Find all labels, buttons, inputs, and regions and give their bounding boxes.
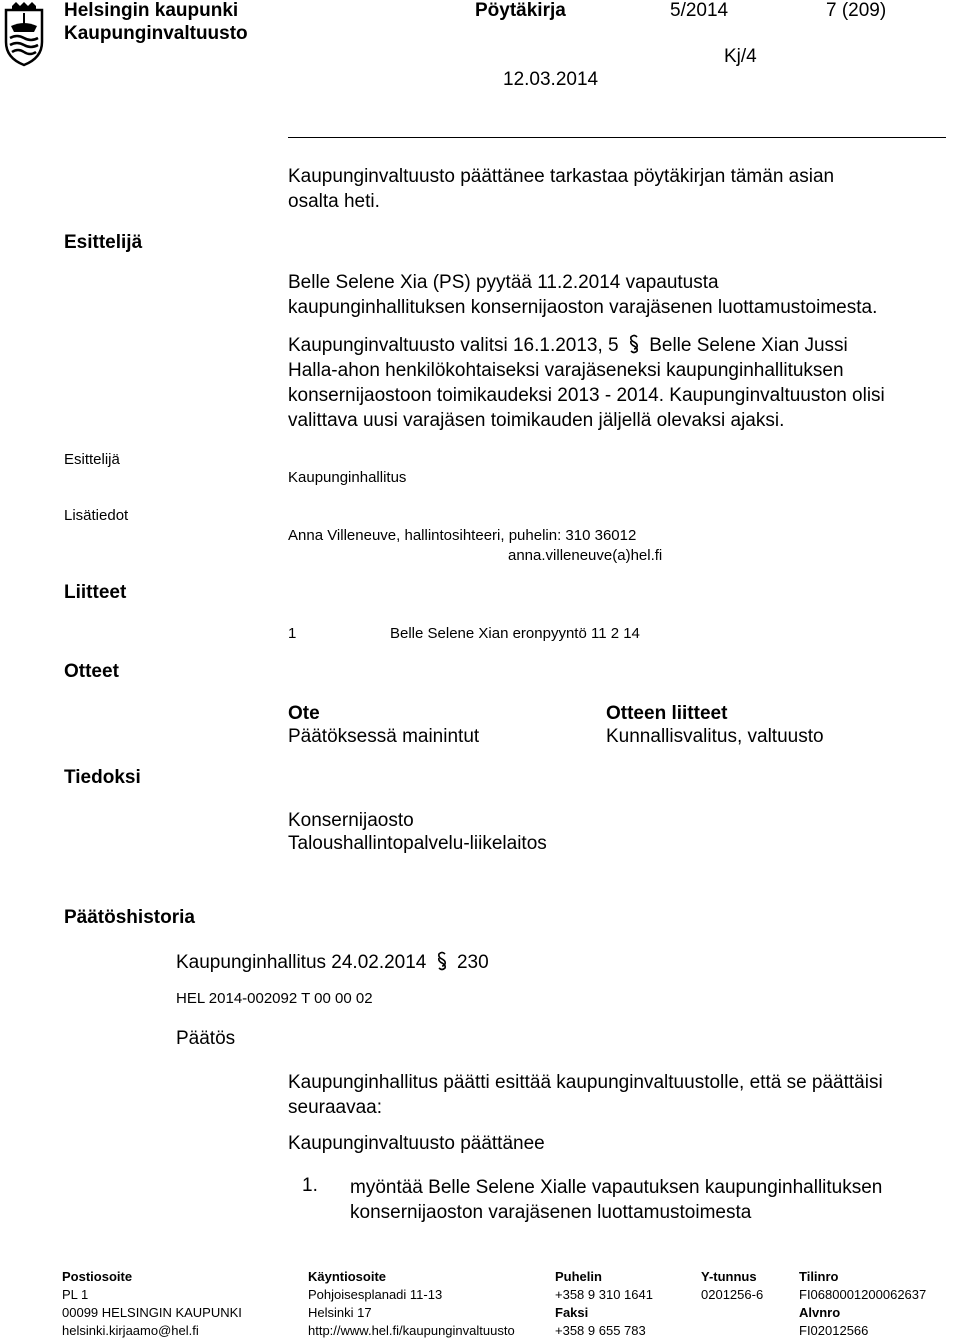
decision-item-line-1: myöntää Belle Selene Xialle vapautuksen kaupunginhallituksen [350,1177,883,1198]
decision-item-line-2: konsernijaoston varajäsenen luottamustoimesta [350,1202,752,1223]
for-info-label: Tiedoksi [64,767,141,788]
footer-postal-line2: 00099 HELSINGIN KAUPUNKI [62,1305,242,1320]
footer-ytunnus [701,1268,763,1304]
footer-visit-heading: Käyntiosoite [308,1269,387,1284]
for-info-line-1: Konsernijaosto [288,810,414,831]
history-reference: HEL 2014-002092 T 00 00 02 [176,990,373,1007]
decision-item-number: 1. [302,1175,318,1196]
intro-line-2: osalta heti. [288,191,380,212]
header-divider [288,137,946,138]
presenter-heading: Esittelijä [64,232,143,253]
details-info-email: anna.villeneuve(a)hel.fi [508,547,663,564]
history-entry [176,950,489,974]
footer-phone-number: +358 9 310 1641 [555,1287,653,1302]
presenter-para2-line1-b: Belle Selene Xian Jussi [649,335,848,356]
extract-col2-value: Kunnallisvalitus, valtuusto [606,726,824,747]
details-presenter-value: Kaupunginhallitus [288,469,407,486]
details-info-label: Lisätiedot [64,507,129,524]
footer-phone [555,1268,653,1340]
footer-vat-heading: Alvnro [799,1305,841,1320]
header-issue: 5/2014 [670,0,729,21]
extract-col2-heading: Otteen liitteet [606,703,728,724]
footer-fax-number: +358 9 655 783 [555,1323,646,1338]
for-info-line-2: Taloushallintopalvelu-liikelaitos [288,833,547,854]
extract-col1-heading: Ote [288,703,320,724]
header-body: Kaupunginvaltuusto [64,23,248,44]
decision-line-1: Kaupunginhallitus päätti esittää kaupunginvaltuustolle, että se päättäisi [288,1072,883,1093]
header-doc-type: Pöytäkirja [475,0,566,21]
presenter-para2-line1-a: Kaupunginvaltuusto valitsi 16.1.2013, 5 [288,335,619,356]
header-city: Helsingin kaupunki [64,0,239,21]
attachment-item: Belle Selene Xian eronpyyntö 11 2 14 [390,625,640,642]
presenter-para2-line1 [288,333,848,358]
presenter-para2-line4: valittava uusi varajäsen toimikauden jäljellä olevaksi ajaksi. [288,410,785,431]
footer-postal-email: helsinki.kirjaamo@hel.fi [62,1323,199,1338]
header-page: 7 (209) [826,0,887,21]
helsinki-coat-of-arms-logo [2,2,46,68]
attachment-number: 1 [288,625,297,642]
footer-fax-heading: Faksi [555,1305,589,1320]
footer-ytunnus-value: 0201256-6 [701,1287,764,1302]
footer-ytunnus-heading: Y-tunnus [701,1269,757,1284]
footer-account-value: FI0680001200062637 [799,1287,927,1302]
presenter-para1-line2: kaupunginhallituksen konsernijaoston varajäsenen luottamustoimesta. [288,297,878,318]
header-date: 12.03.2014 [503,69,599,90]
section-sign-icon [628,333,640,355]
footer-postal [62,1268,242,1340]
footer-visit-line1: Pohjoisesplanadi 11-13 [308,1287,443,1302]
intro-line-1: Kaupunginvaltuusto päättänee tarkastaa pöytäkirjan tämän asian [288,166,835,187]
details-info-value: Anna Villeneuve, hallintosihteeri, puhelin: 310 36012 [288,527,637,544]
history-heading: Päätöshistoria [64,907,195,928]
footer-visit-line2: Helsinki 17 [308,1305,372,1320]
presenter-para2-line3: konsernijaostoon toimikaudeksi 2013 - 2014. Kaupunginvaltuuston olisi [288,385,885,406]
footer-visit-url: http://www.hel.fi/kaupunginvaltuusto [308,1323,515,1338]
decision-line-2: seuraavaa: [288,1097,383,1118]
attachments-label: Liitteet [64,582,127,603]
history-entry-b: 230 [456,952,489,973]
footer-account-heading: Tilinro [799,1269,839,1284]
footer-account [799,1268,926,1340]
extracts-label: Otteet [64,661,119,682]
footer-phone-heading: Puhelin [555,1269,602,1284]
extract-col1-value: Päätöksessä mainintut [288,726,480,747]
presenter-para2-line2: Halla-ahon henkilökohtaiseksi varajäseneksi kaupunginhallituksen [288,360,844,381]
footer-vat-value: FI02012566 [799,1323,869,1338]
proposal-text: Kaupunginvaltuusto päättänee [288,1133,545,1154]
header-section: Kj/4 [724,46,757,67]
section-sign-icon [436,950,448,972]
footer-visit [308,1268,515,1340]
decision-label: Päätös [176,1028,236,1049]
history-entry-a: Kaupunginhallitus 24.02.2014 [176,952,427,973]
presenter-para1-line1: Belle Selene Xia (PS) pyytää 11.2.2014 vapautusta [288,272,719,293]
details-presenter-label: Esittelijä [64,451,120,468]
footer-postal-line1: PL 1 [62,1287,89,1302]
footer-postal-heading: Postiosoite [62,1269,133,1284]
